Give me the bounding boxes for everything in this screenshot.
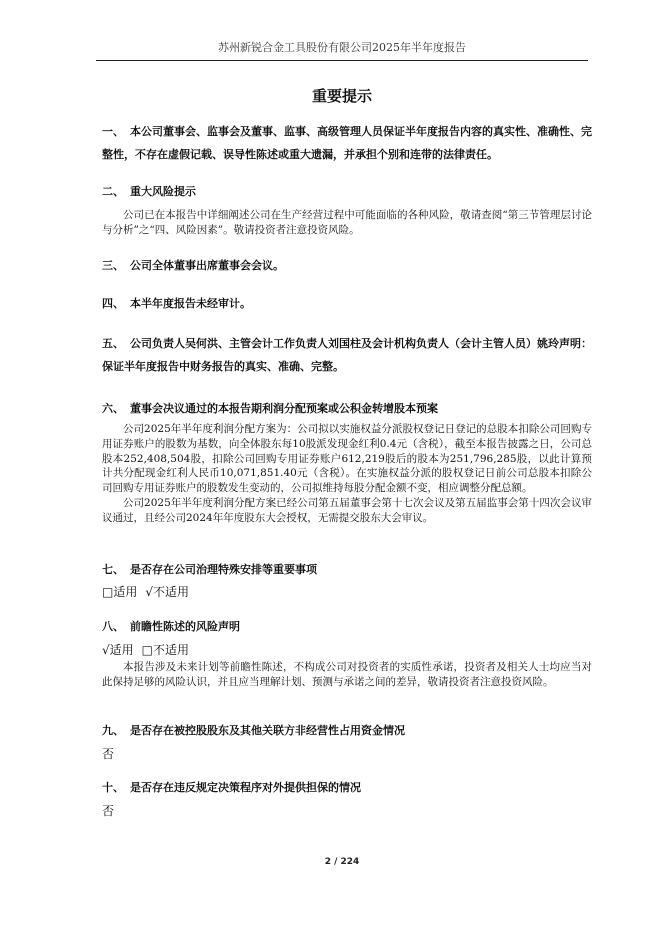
section-9-answer: 否 <box>102 747 115 761</box>
section-6-number: 六、 <box>102 402 124 415</box>
page-number: 2 / 224 <box>324 857 360 867</box>
section-8 <box>102 615 592 690</box>
header-divider <box>96 60 588 61</box>
section-6 <box>102 397 592 526</box>
section-7 <box>102 558 592 601</box>
option-not-applicable: □不适用 <box>141 643 189 657</box>
page-title: 重要提示 <box>311 87 372 105</box>
section-7-options <box>102 583 592 601</box>
section-1-heading <box>102 120 592 166</box>
section-7-number: 七、 <box>102 563 124 576</box>
section-1-title: 本公司董事会、监事会及董事、监事、高级管理人员保证半年度报告内容的真实性、准确性、完整性，不存在虚假记载、误导性陈述或重大遗漏，并承担个别和连带的法律责任。 <box>102 125 592 161</box>
section-8-heading <box>102 615 592 638</box>
section-10-title: 是否存在违反规定决策程序对外提供担保的情况 <box>130 781 361 794</box>
option-applicable: √适用 <box>102 643 134 657</box>
section-3-number: 三、 <box>102 259 124 272</box>
section-2-heading <box>102 180 592 203</box>
section-3 <box>102 254 592 277</box>
section-10-answer: 否 <box>102 804 115 818</box>
section-9-number: 九、 <box>102 724 124 737</box>
section-8-options <box>102 641 592 659</box>
section-2-number: 二、 <box>102 185 124 198</box>
section-5-number: 五、 <box>102 337 124 350</box>
section-6-title: 董事会决议通过的本报告期利润分配预案或公积金转增股本预案 <box>130 402 438 415</box>
section-10-number: 十、 <box>102 781 124 794</box>
section-6-paragraph-2: 公司2025年半年度利润分配方案已经公司第五届董事会第十七次会议及第五届监事会第十四次会议审议通过，且经公司2024年年度股东大会授权，无需提交股东大会审议。 <box>102 496 592 524</box>
section-2 <box>102 180 592 238</box>
running-header: 苏州新锐合金工具股份有限公司2025年半年度报告 <box>218 41 466 54</box>
section-5-heading <box>102 332 592 378</box>
section-3-heading <box>102 254 592 277</box>
section-6-heading <box>102 397 592 420</box>
section-9-title: 是否存在被控股股东及其他关联方非经营性占用资金情况 <box>130 724 405 737</box>
section-10 <box>102 776 592 820</box>
section-1-number: 一、 <box>102 125 124 138</box>
option-applicable: □适用 <box>102 585 138 599</box>
section-4 <box>102 292 592 315</box>
section-8-paragraph: 本报告涉及未来计划等前瞻性陈述，不构成公司对投资者的实质性承诺，投资者及相关人士均应当对此保持足够的风险认识，并且应当理解计划、预测与承诺之间的差异，敬请投资者注意投资风险。 <box>102 661 592 688</box>
section-4-number: 四、 <box>102 297 124 310</box>
section-7-title: 是否存在公司治理特殊安排等重要事项 <box>130 563 317 576</box>
section-8-title: 前瞻性陈述的风险声明 <box>130 620 240 633</box>
option-not-applicable: √不适用 <box>145 585 189 599</box>
section-3-title: 公司全体董事出席董事会会议。 <box>130 259 284 272</box>
section-7-heading <box>102 558 592 581</box>
section-1 <box>102 120 592 166</box>
section-6-paragraph-1: 公司2025年半年度利润分配方案为：公司拟以实施权益分派股权登记日登记的总股本扣除公司回购专用证券账户的股数为基数，向全体股东每10股派发现金红利0.4元（含税），截至本报告披露之日，公司总股本252,408,504股，扣除公司回购专用证券账户612,219股后的股本为251,796,285股，以此计算预计共分配现金红利人民币10,071,851.40元（含税）。在实施权益分派的股权登记日前公司总股本扣除公司回购专用证券账户的股数发生变动的，公司拟维持每股分配金额不变，相应调整分配总额。 <box>102 423 592 495</box>
section-8-number: 八、 <box>102 620 124 633</box>
section-2-title: 重大风险提示 <box>130 185 196 198</box>
section-9-heading <box>102 719 592 742</box>
section-4-title: 本半年度报告未经审计。 <box>130 297 251 310</box>
section-5 <box>102 332 592 378</box>
section-4-heading <box>102 292 592 315</box>
section-2-paragraph: 公司已在本报告中详细阐述公司在生产经营过程中可能面临的各种风险，敬请查阅“第三节管理层讨论与分析”之“四、风险因素”。敬请投资者注意投资风险。 <box>102 209 592 236</box>
section-9 <box>102 719 592 763</box>
section-5-title: 公司负责人吴何洪、主管会计工作负责人刘国柱及会计机构负责人（会计主管人员）姚玲声明：保证半年度报告中财务报告的真实、准确、完整。 <box>102 337 592 373</box>
section-10-heading <box>102 776 592 799</box>
